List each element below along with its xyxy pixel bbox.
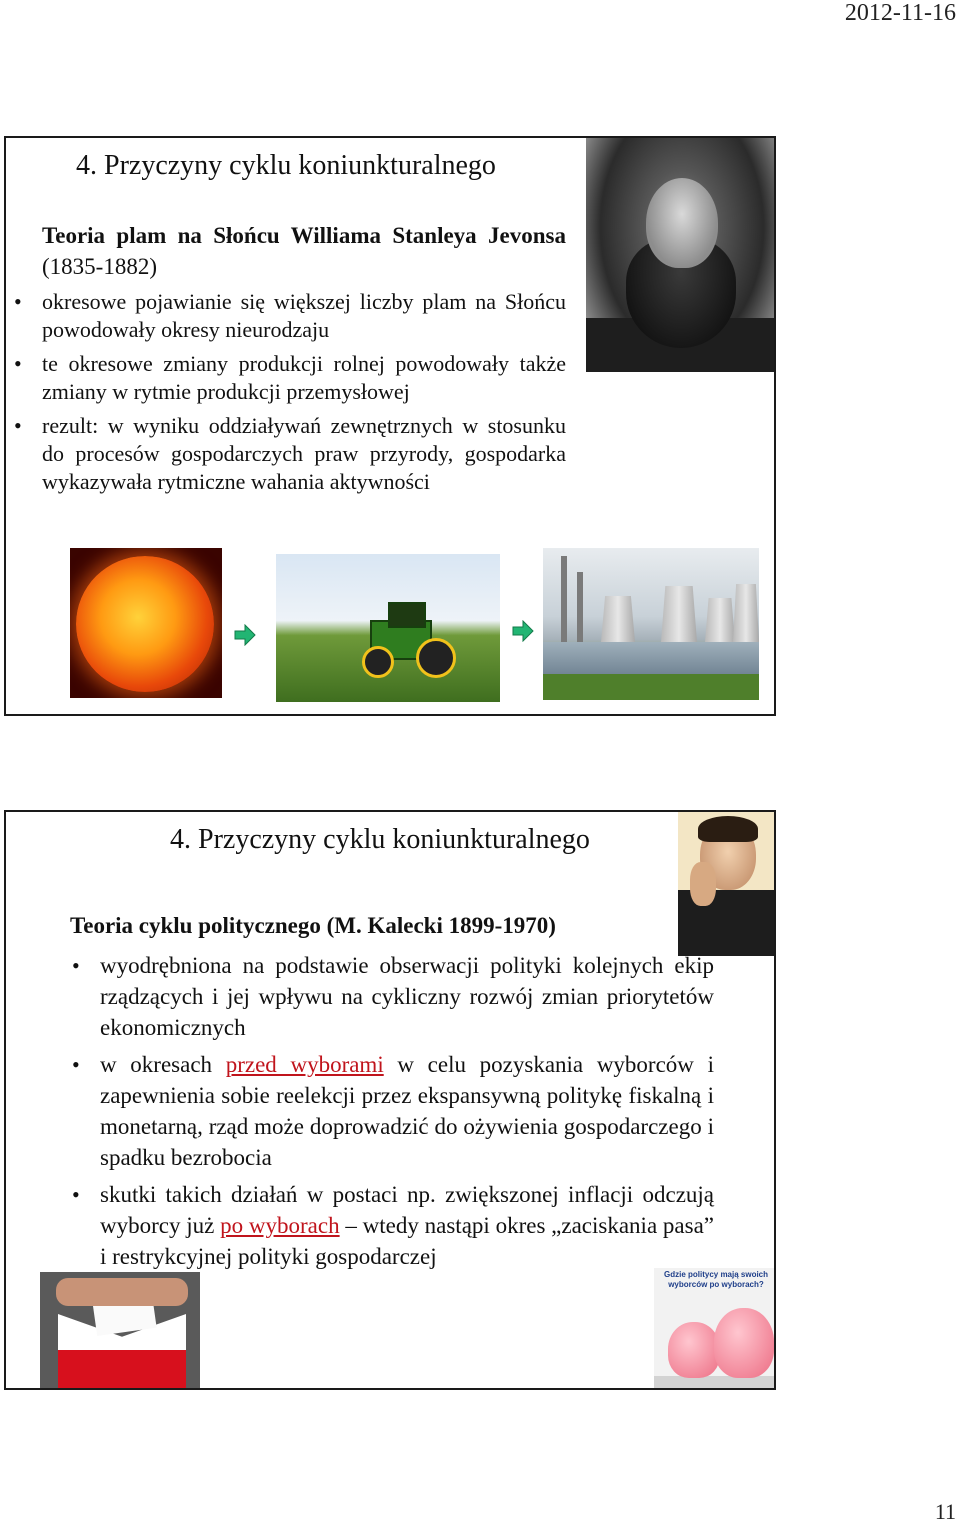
page-number: 11 — [934, 1499, 956, 1524]
bullet-text — [100, 1049, 714, 1173]
bullet-text: okresowe pojawianie się większej liczby plam na Słońcu powodowały okresy nieurodzaju — [42, 289, 566, 342]
subtitle-years: (1835-1882) — [42, 254, 157, 279]
subtitle-bold: Teoria plam na Słońcu Williama Stanleya Jevonsa — [42, 223, 566, 248]
after-elections-link[interactable]: po wyborach — [220, 1213, 340, 1238]
bullet-text-part: skutki takich działań w postaci np. zwiększonej inflacji odczują wyborcy już — [100, 1182, 714, 1238]
bullet-icon: • — [14, 289, 22, 314]
bullet-text-part: w okresach — [100, 1052, 226, 1077]
bullet-icon: • — [72, 953, 80, 978]
list-item — [72, 1049, 714, 1173]
sun-image — [70, 548, 222, 698]
bullet-text — [100, 1179, 714, 1272]
bullet-icon: • — [72, 1052, 80, 1077]
list-item — [72, 1179, 715, 1272]
list-item — [72, 950, 714, 1043]
jevons-portrait — [586, 138, 776, 372]
list-item — [14, 288, 566, 344]
ballot-box-image — [40, 1272, 200, 1390]
slide-title: 4. Przyczyny cyklu koniunkturalnego — [170, 824, 590, 855]
bullet-icon: • — [14, 413, 22, 438]
pigs-caption: Gdzie politycy mają swoich wyborców po wyborach? — [663, 1270, 769, 1289]
subtitle-bold: Teoria cyklu politycznego (M. Kalecki 1899-1970) — [70, 913, 556, 938]
arrow-right-icon — [512, 620, 534, 642]
slide-jevons — [4, 136, 776, 716]
bullet-text: rezult: w wyniku oddziaływań zewnętrznych w stosunku do procesów gospodarczych praw przyrody, gospodarka wykazywała rytmiczne wahania aktywności — [42, 413, 566, 494]
slide-title: 4. Przyczyny cyklu koniunkturalnego — [76, 150, 496, 181]
bullet-text-part: w celu pozyskania wyborców i zapewnienia sobie reelekcji przez ekspansywną politykę fiskalną i monetarną, rząd może doprowadzić do ożywienia gospodarczego i spadku bezrobocia — [100, 1052, 714, 1170]
bullet-text: wyodrębniona na podstawie obserwacji polityki kolejnych ekip rządzących i jej wpływu na cykliczny rozwój zmian priorytetów ekonomicznych — [100, 953, 714, 1040]
bullet-text-part: – wtedy nastąpi okres „zaciskania pasa” i restrykcyjnej polityki gospodarczej — [100, 1213, 715, 1269]
slide-kalecki — [4, 810, 776, 1390]
bullet-list — [14, 288, 566, 502]
tractor-image — [276, 554, 500, 702]
page-date: 2012-11-16 — [844, 0, 956, 26]
power-plant-image — [543, 548, 759, 700]
bullet-icon: • — [72, 1182, 80, 1207]
bullet-icon: • — [14, 351, 22, 376]
slide-subtitle — [70, 910, 710, 941]
pigs-cartoon-image — [654, 1268, 776, 1390]
bullet-list — [72, 950, 715, 1278]
bullet-text: te okresowe zmiany produkcji rolnej powodowały także zmiany w rytmie produkcji przemysłowej — [42, 351, 566, 404]
list-item — [14, 350, 566, 406]
before-elections-link[interactable]: przed wyborami — [225, 1052, 384, 1077]
list-item — [14, 412, 566, 496]
slide-subtitle — [42, 220, 566, 282]
arrow-right-icon — [234, 624, 256, 646]
